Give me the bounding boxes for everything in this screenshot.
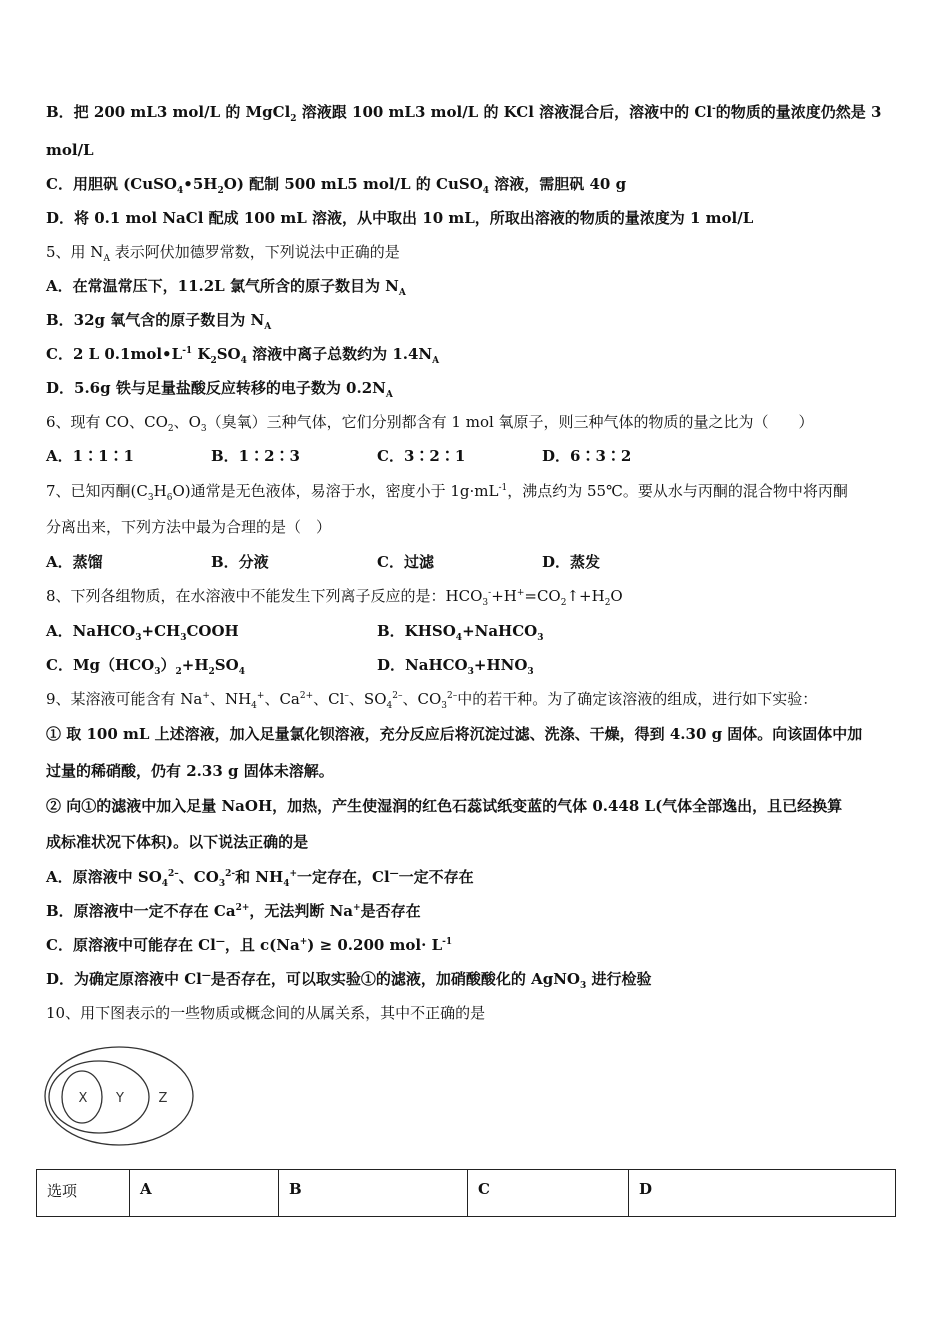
table-row [37, 1170, 896, 1217]
q8-option-a: A．$NaHCO_3+CH_3COOH$ [46, 622, 239, 643]
q8-option-b: B．$KHSO_4+NaHCO_3$ [377, 622, 544, 643]
q6-option-b: B．1∶2∶3 [211, 447, 300, 465]
q7-stem-line1: 7、已知丙酮$(C_3H_6O)$通常是无色液体，易溶于水，密度小于 $1g\cdot mL^{-1}$，沸点约为 55℃。要从水与丙酮的混合物中将丙酮 [46, 482, 848, 503]
q9-option-a: A．原溶液中 $SO_4^{2-}$、$CO_3^{2-}$和 $NH_4^+$一定存在，Cl—一定不存在 [46, 868, 474, 889]
q6-stem: 6、现有 CO、$CO_2$、$O_3$（臭氧）三种气体，它们分别都含有 1 mol 氧原子，则三种气体的物质的量之比为（ ） [46, 413, 814, 434]
q6-option-c: C．3∶2∶1 [377, 447, 466, 465]
venn-diagram [42, 1045, 198, 1149]
q8-option-d: D．$NaHCO_3+HNO_3$ [377, 656, 534, 677]
table-header-option: 选项 [37, 1170, 130, 1217]
q4-option-b-line1: B．把 200 mL3 mol/L 的 MgCl$_2$ 溶液跟 100 mL3 mol/L 的 KCl 溶液混合后，溶液中的 Cl-的物质的量浓度仍然是 3 [46, 103, 882, 124]
venn-label-z: Z [158, 1091, 168, 1106]
q10-stem: 10、用下图表示的一些物质或概念间的从属关系，其中不正确的是 [46, 1004, 486, 1022]
q7-option-b: B．分液 [211, 553, 269, 571]
q10-options-table [36, 1169, 896, 1217]
table-header-c: C [468, 1170, 629, 1217]
q9-option-c: C．原溶液中可能存在 Cl—，且 c(Na+) ≥ 0.200 $mol\cdot L^{-1}$ [46, 936, 453, 954]
q6-option-d: D．6∶3∶2 [542, 447, 632, 465]
q8-stem: 8、下列各组物质，在水溶液中不能发生下列离子反应的是：$HCO_3^-+H^+=CO_2↑+H_2O$ [46, 587, 623, 608]
q7-option-a: A．蒸馏 [46, 553, 103, 571]
q9-experiment-1-line2: 过量的稀硝酸，仍有 2.33 g 固体未溶解。 [46, 762, 334, 780]
q9-option-b: B．原溶液中一定不存在 $Ca^{2+}$，无法判断 Na+是否存在 [46, 902, 421, 920]
q5-option-c: C．2 L $0.1mol•L^{-1}$ $K_2SO_4$ 溶液中离子总数约为 $1.4N_A$ [46, 345, 440, 366]
q9-experiment-2-line1: ② 向①的滤液中加入足量 NaOH，加热，产生使湿润的红色石蕊试纸变蓝的气体 0.448 L(气体全部逸出，且已经换算 [46, 797, 843, 815]
q8-option-c: C．$Mg(HCO_3)_2+H_2SO_4$ [46, 656, 245, 677]
q5-stem: 5、用 $N_A$ 表示阿伏加德罗常数，下列说法中正确的是 [46, 243, 400, 264]
venn-ellipse-y [49, 1061, 149, 1133]
q9-option-d: D．为确定原溶液中 Cl—是否存在，可以取实验①的滤液，加硝酸酸化的 AgNO$_3$ 进行检验 [46, 970, 652, 991]
venn-label-x: X [78, 1091, 88, 1106]
q9-stem: 9、某溶液可能含有 Na+、$NH_4^+$、$Ca^{2+}$、Cl–、$SO_4^{2-}$、$CO_3^{2-}$中的若干种。为了确定该溶液的组成，进行如下实验： [46, 690, 818, 711]
table-header-a: A [130, 1170, 279, 1217]
q9-experiment-1-line1: ① 取 100 mL 上述溶液，加入足量氯化钡溶液，充分反应后将沉淀过滤、洗涤、干燥，得到 4.30 g 固体。向该固体中加 [46, 725, 863, 743]
venn-label-y: Y [116, 1091, 124, 1106]
q5-option-b: B．32g 氧气含的原子数目为 $N_A$ [46, 311, 272, 332]
q4-option-b-line2: mol/L [46, 141, 94, 159]
q5-option-d: D．5.6g 铁与足量盐酸反应转移的电子数为 $0.2N_A$ [46, 379, 393, 400]
q9-experiment-2-line2: 成标准状况下体积)。以下说法正确的是 [46, 833, 309, 851]
q7-stem-line2: 分离出来，下列方法中最为合理的是（ ） [46, 518, 332, 536]
q6-option-a: A．1∶1∶1 [46, 447, 134, 465]
table-header-b: B [279, 1170, 468, 1217]
q7-option-c: C．过滤 [377, 553, 434, 571]
q4-option-d: D．将 0.1 mol NaCl 配成 100 mL 溶液，从中取出 10 mL，所取出溶液的物质的量浓度为 1 mol/L [46, 209, 754, 227]
q7-option-d: D．蒸发 [542, 553, 601, 571]
q5-option-a: A．在常温常压下，11.2L 氯气所含的原子数目为 $N_A$ [46, 277, 406, 298]
q4-option-c: C．用胆矾 $(CuSO_4•5H_2O)$ 配制 500 mL5 mol/L 的 CuSO$_4$ 溶液，需胆矾 40 g [46, 175, 627, 196]
table-header-d: D [629, 1170, 896, 1217]
